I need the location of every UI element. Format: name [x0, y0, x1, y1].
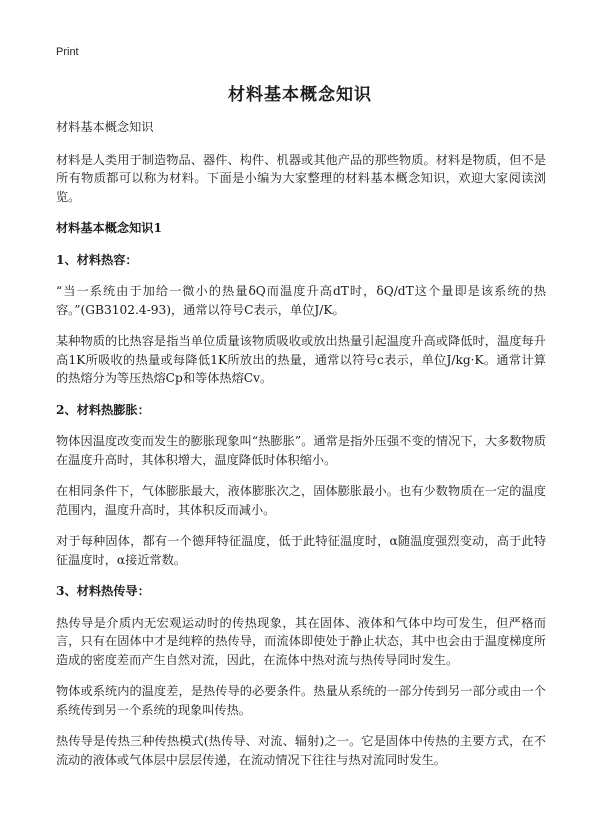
- section-heading-heat-capacity: 1、材料热容：: [56, 252, 138, 267]
- intro-paragraph: 材料是人类用于制造物品、器件、构件、机器或其他产品的那些物质。材料是物质，但不是所有物质都可以称为材料。下面是小编为大家整理的材料基本概念知识，欢迎大家阅读浏览。: [56, 152, 546, 204]
- heat-conduction-paragraph-1: 热传导是介质内无宏观运动时的传热现象，其在固体、液体和气体中均可发生，但严格而言，只有在固体中才是纯粹的热传导，而流体即使处于静止状态，其中也会由于温度梯度所造成的密度差而产生自然对流，因此，在流体中热对流与热传导同时发生。: [56, 615, 546, 667]
- heat-conduction-paragraph-3: 热传导是传热三种传热模式(热传导、对流、辐射)之一。它是固体中传热的主要方式，在不流动的液体或气体层中层层传递，在流动情况下往往与热对流同时发生。: [56, 734, 546, 767]
- heat-conduction-paragraph-2: 物体或系统内的温度差，是热传导的必要条件。热量从系统的一部分传到另一部分或由一个系统传到另一个系统的现象叫传热。: [56, 684, 546, 717]
- page-title: 材料基本概念知识: [228, 85, 372, 105]
- heat-capacity-paragraph-2: 某种物质的比热容是指当单位质量该物质吸收或放出热量引起温度升高或降低时，温度每升高1K所吸收的热量或每降低1K所放出的热量，通常以符号c表示，单位J/kg·K。通常计算的热熔分为等压热熔Cp和等体热熔Cv。: [56, 334, 546, 385]
- heat-capacity-paragraph-1: “当一系统由于加给一微小的热量δQ而温度升高dT时，δQ/dT这个量即是该系统的热容。”(GB3102.4-93)，通常以符号C表示，单位J/K。: [56, 284, 546, 317]
- section-heading-thermal-expansion: 2、材料热膨胀：: [56, 402, 150, 417]
- thermal-expansion-paragraph-1: 物体因温度改变而发生的膨胀现象叫“热膨胀”。通常是指外压强不变的情况下，大多数物质在温度升高时，其体积增大，温度降低时体积缩小。: [56, 434, 546, 467]
- print-label[interactable]: Print: [56, 46, 79, 58]
- article-body: [56, 118, 546, 782]
- thermal-expansion-paragraph-2: 在相同条件下，气体膨胀最大，液体膨胀次之，固体膨胀最小。也有少数物质在一定的温度范围内，温度升高时，其体积反而减小。: [56, 484, 546, 517]
- article-subtitle: 材料基本概念知识: [56, 120, 154, 134]
- thermal-expansion-paragraph-3: 对于每种固体，都有一个德拜特征温度，低于此特征温度时，α随温度强烈变动，高于此特征温度时，α接近常数。: [56, 534, 546, 567]
- section-heading-heat-conduction: 3、材料热传导：: [56, 584, 150, 598]
- section-heading-main: 材料基本概念知识1: [56, 221, 162, 235]
